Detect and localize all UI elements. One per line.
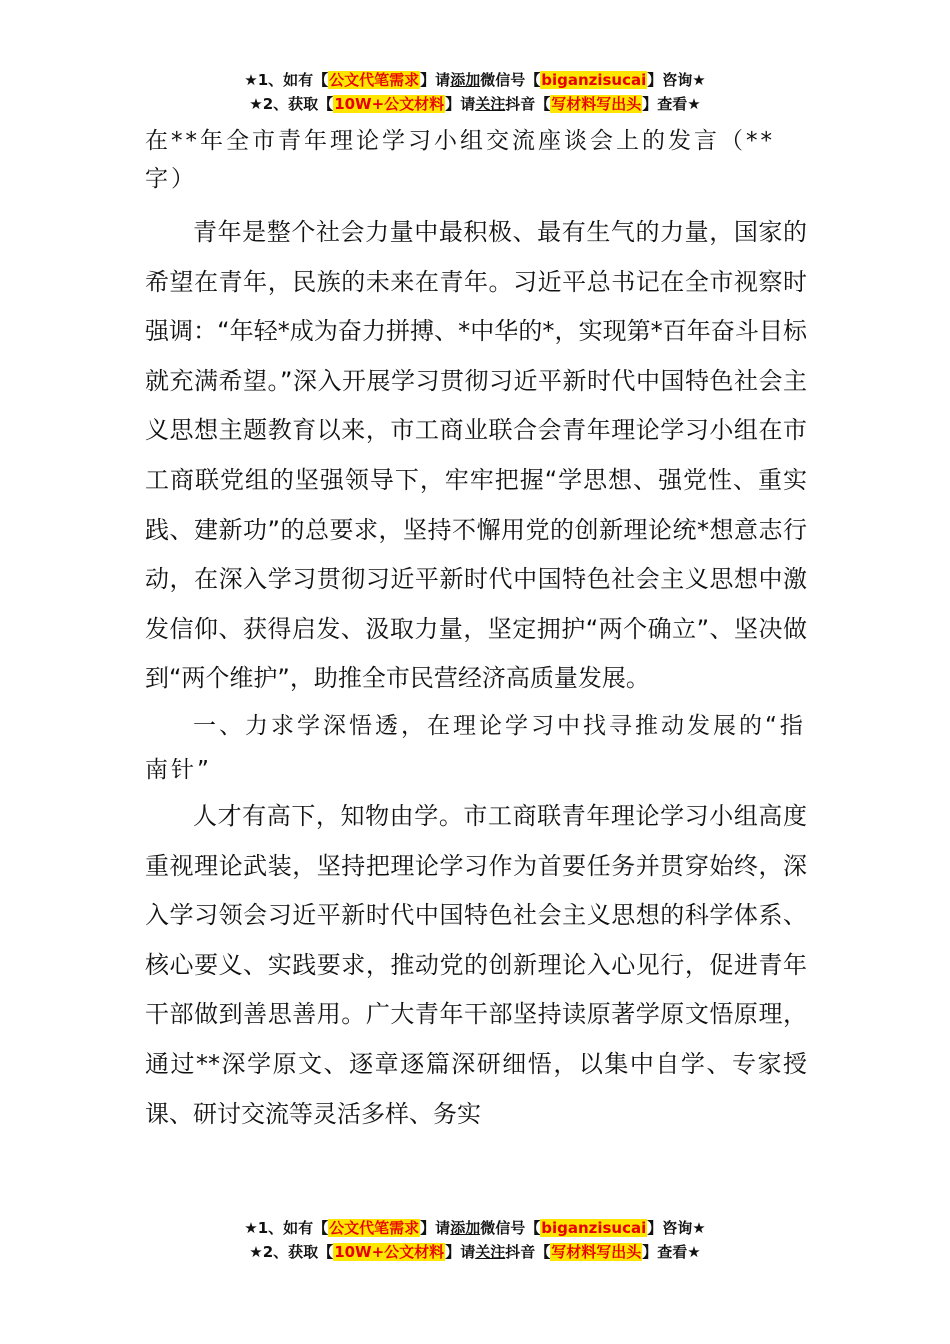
promo-highlight: biganzisucai [541,1219,647,1237]
promo-highlight: 公文代笔需求 [329,1219,420,1237]
promo-underline: 关注 [475,1243,506,1261]
promo-text: 抖音【 [505,95,551,113]
document-body [145,122,807,1139]
promo-highlight: 公文代笔需求 [329,71,420,89]
promo-text: ★1、如有【 [244,71,329,89]
promo-underline: 关注 [475,95,506,113]
promo-underline: 添加 [450,71,481,89]
promo-text: ★2、获取【 [249,1243,334,1261]
promo-underline: 添加 [450,1219,481,1237]
promo-text: 微信号【 [480,71,541,89]
promo-text: 】查看★ [642,1243,701,1261]
paragraph-section-1: 人才有高下，知物由学。市工商联青年理论学习小组高度重视理论武装，坚持把理论学习作为首要任务并贯穿始终，深入学习领会习近平新时代中国特色社会主义思想的科学体系、核心要义、实践要求，推动党的创新理论入心见行，促进青年干部做到善思善用。广大青年干部坚持读原著学原文悟原理，通过**深学原文、逐章逐篇深研细悟，以集中自学、专家授课、研讨交流等灵活多样、务实 [145,801,807,1128]
promo-line-2 [0,1240,950,1264]
section-heading-1: 一、力求学深悟透，在理论学习中找寻推动发展的“指南针” [145,712,806,783]
promo-highlight: biganzisucai [541,71,647,89]
promo-highlight: 10W+公文材料 [334,1243,445,1261]
paragraph-intro: 青年是整个社会力量中最积极、最有生气的力量，国家的希望在青年，民族的未来在青年。习近平总书记在全市视察时强调：“年轻*成为奋力拼搏、*中华的*，实现第*百年奋斗目标就充满希望。”深入开展学习贯彻习近平新时代中国特色社会主义思想主题教育以来，市工商业联合会青年理论学习小组在市工商联党组的坚强领导下，牢牢把握“学思想、强党性、重实践、建新功”的总要求，坚持不懈用党的创新理论统*想意志行动，在深入学习贯彻习近平新时代中国特色社会主义思想中激发信仰、获得启发、汲取力量，坚定拥护“两个确立”、坚决做到“两个维护”，助推全市民营经济高质量发展。 [145,218,807,693]
promo-text: 抖音【 [505,1243,551,1261]
promo-text: ★1、如有【 [244,1219,329,1237]
promo-text: 】查看★ [642,95,701,113]
document-title: 在**年全市青年理论学习小组交流座谈会上的发言（**字） [145,128,775,192]
promo-text: ★2、获取【 [249,95,334,113]
promo-line-2 [0,92,950,116]
promo-text: 】咨询★ [647,71,706,89]
promo-line-1 [0,68,950,92]
promo-highlight: 10W+公文材料 [334,95,445,113]
promo-text: 】请 [420,71,451,89]
promo-footer [0,1216,950,1264]
promo-text: 】请 [420,1219,451,1237]
promo-highlight: 写材料写出头 [551,95,642,113]
promo-header [0,68,950,116]
promo-text: 微信号【 [480,1219,541,1237]
promo-text: 】请 [445,1243,476,1261]
promo-text: 】请 [445,95,476,113]
promo-highlight: 写材料写出头 [551,1243,642,1261]
promo-line-1 [0,1216,950,1240]
promo-text: 】咨询★ [647,1219,706,1237]
